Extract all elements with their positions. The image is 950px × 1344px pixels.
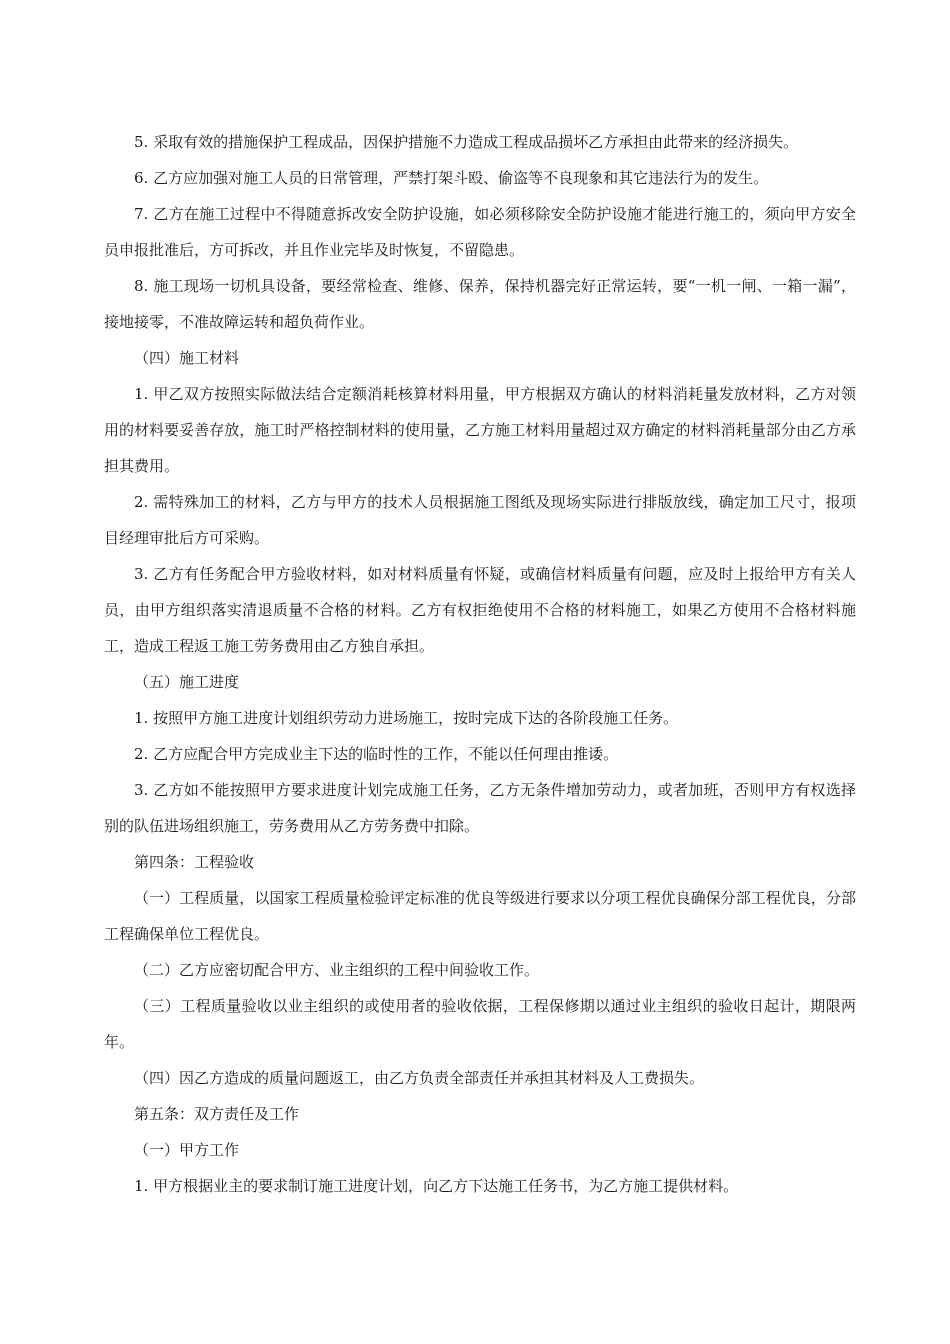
acceptance-item-4: （四）因乙方造成的质量问题返工，由乙方负责全部责任并承担其材料及人工费损失。 <box>134 1069 705 1087</box>
party-a-clause-1: 1. 甲方根据业主的要求制订施工进度计划，向乙方下达施工任务书，为乙方施工提供材料。 <box>134 1177 739 1195</box>
clause-8-equipment: 8. 施工现场一切机具设备，要经常检查、维修、保养，保持机器完好正常运转，要“一机一闸、一箱一漏”，接地接零，不准故障运转和超负荷作业。 <box>104 277 856 331</box>
party-a-work-heading: （一）甲方工作 <box>134 1141 240 1159</box>
materials-clause-1: 1. 甲乙双方按照实际做法结合定额消耗核算材料用量，甲方根据双方确认的材料消耗量发放材料，乙方对领用的材料要妥善存放，施工时严格控制材料的使用量，乙方施工材料用量超过双方确定的材料消耗量部分由乙方承担其费用。 <box>104 385 856 475</box>
section-heading-materials: （四）施工材料 <box>134 349 240 367</box>
article-5-heading: 第五条：双方责任及工作 <box>134 1105 300 1123</box>
progress-clause-1: 1. 按照甲方施工进度计划组织劳动力进场施工，按时完成下达的各阶段施工任务。 <box>134 709 679 727</box>
progress-clause-3: 3. 乙方如不能按照甲方要求进度计划完成施工任务，乙方无条件增加劳动力，或者加班，否则甲方有权选择别的队伍进场组织施工，劳务费用从乙方劳务费中扣除。 <box>104 781 856 835</box>
acceptance-item-3: （三）工程质量验收以业主组织的或使用者的验收依据，工程保修期以通过业主组织的验收日起计，期限两年。 <box>104 997 856 1051</box>
clause-5-protect-products: 5. 采取有效的措施保护工程成品，因保护措施不力造成工程成品损坏乙方承担由此带来的经济损失。 <box>134 133 799 151</box>
acceptance-item-2: （二）乙方应密切配合甲方、业主组织的工程中间验收工作。 <box>134 961 540 979</box>
materials-clause-3: 3. 乙方有任务配合甲方验收材料，如对材料质量有怀疑，或确信材料质量有问题，应及时上报给甲方有关人员，由甲方组织落实清退质量不合格的材料。乙方有权拒绝使用不合格的材料施工，如果乙方使用不合格材料施工，造成工程返工施工劳务费用由乙方独自承担。 <box>104 565 856 655</box>
progress-clause-2: 2. 乙方应配合甲方完成业主下达的临时性的工作，不能以任何理由推诿。 <box>134 745 619 763</box>
article-4-heading: 第四条：工程验收 <box>134 853 255 871</box>
clause-6-personnel-management: 6. 乙方应加强对施工人员的日常管理，严禁打架斗殴、偷盗等不良现象和其它违法行为的发生。 <box>134 169 769 187</box>
materials-clause-2: 2. 需特殊加工的材料，乙方与甲方的技术人员根据施工图纸及现场实际进行排版放线，确定加工尺寸，报项目经理审批后方可采购。 <box>104 493 856 547</box>
clause-7-safety-facilities: 7. 乙方在施工过程中不得随意拆改安全防护设施，如必须移除安全防护设施才能进行施工的，须向甲方安全员申报批准后，方可拆改，并且作业完毕及时恢复，不留隐患。 <box>104 205 856 259</box>
document-body <box>104 124 856 1204</box>
section-heading-progress: （五）施工进度 <box>134 673 240 691</box>
acceptance-item-1: （一）工程质量，以国家工程质量检验评定标准的优良等级进行要求以分项工程优良确保分部工程优良，分部工程确保单位工程优良。 <box>104 889 856 943</box>
